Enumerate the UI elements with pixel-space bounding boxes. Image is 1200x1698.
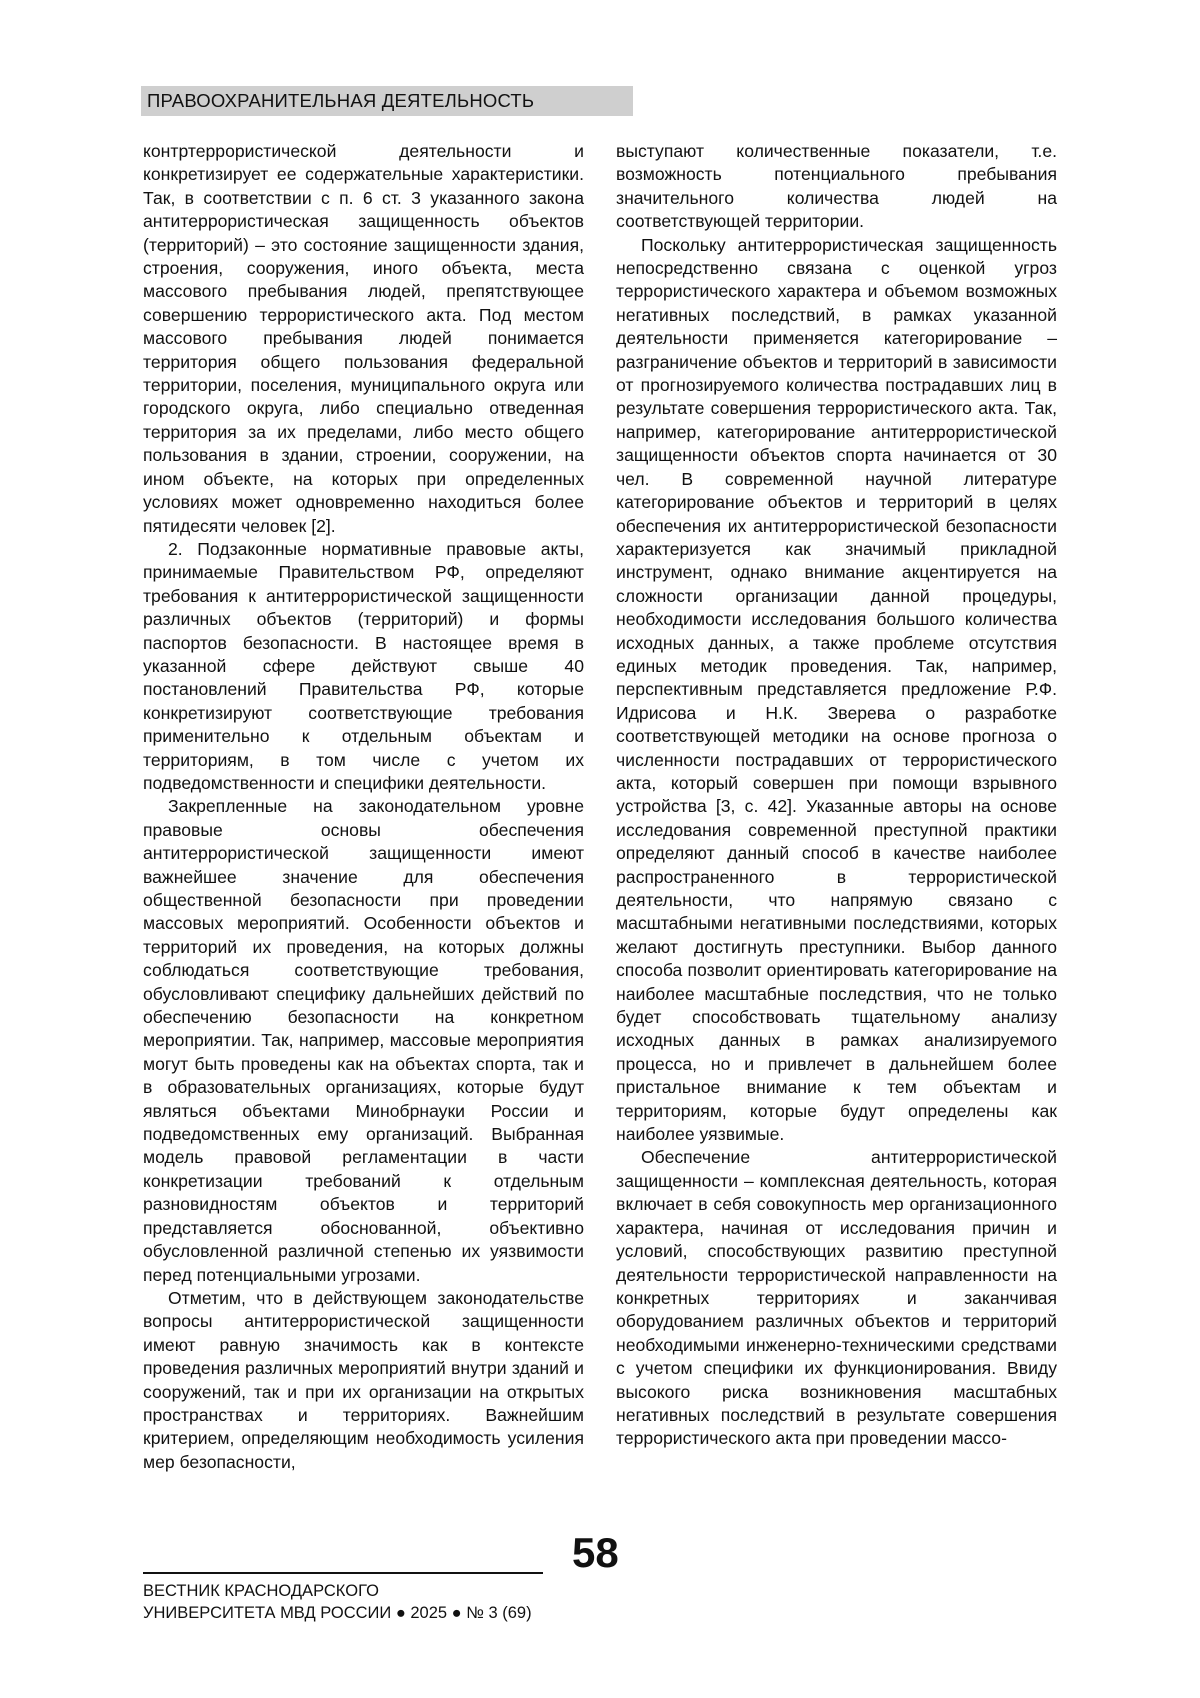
journal-title-line-1: ВЕСТНИК КРАСНОДАРСКОГО	[143, 1582, 379, 1600]
footer-rule	[143, 1572, 543, 1574]
paragraph: Закрепленные на законодательном уровне правовые основы обеспечения антитеррористической защищенности имеют важнейшее значение для обеспечения общественной безопасности при проведении массовых мероприятий. Особенности объектов и территорий их проведения, на которых должны соблюдаться соответствующие требования, обусловливают специфику дальнейших действий по обеспечению безопасности на конкретном мероприятии. Так, например, массовые мероприятия могут быть проведены как на объектах спорта, так и в образовательных организациях, которые будут являться объектами Минобрнауки России и подведомственных ему организаций. Выбранная модель правовой регламентации в части конкретизации требований к отдельным разновидностям объектов и территорий представляется обоснованной, объективно обусловленной различной степенью их уязвимости перед потенциальными угрозами.	[143, 796, 584, 1285]
journal-title	[143, 1580, 532, 1624]
paragraph: Обеспечение антитеррористической защищенности – комплексная деятельность, которая включает в себя совокупность мер организационного характера, начиная от исследования причин и условий, способствующих развитию преступной деятельности террористической направленности на конкретных территориях и заканчивая оборудованием различных объектов и территорий необходимыми инженерно-техническими средствами с учетом специфики их функционирования. Ввиду высокого риска возникновения масштабных негативных последствий в результате совершения террористического акта при проведении массо-	[616, 1147, 1057, 1449]
paragraph: контртеррористической деятельности и конкретизирует ее содержательные характеристики. Так, в соответствии с п. 6 ст. 3 указанного закона антитеррористическая защищенность объектов (территорий) – это состояние защищенности здания, строения, сооружения, иного объекта, места массового пребывания людей, препятствующее совершению террористического акта. Под местом массового пребывания людей понимается территория общего пользования федеральной территории, поселения, муниципального округа или городского округа, либо специально отведенная территория за их пределами, либо место общего пользования в здании, строении, сооружении, на ином объекте, на которых при определенных условиях может одновременно находиться более пятидесяти человек [2].	[143, 141, 584, 536]
section-title: ПРАВООХРАНИТЕЛЬНАЯ ДЕЯТЕЛЬНОСТЬ	[147, 90, 535, 111]
journal-title-line-2: УНИВЕРСИТЕТА МВД РОССИИ ● 2025 ● № 3 (69)	[143, 1604, 532, 1622]
paragraph: Поскольку антитеррористическая защищенность непосредственно связана с оценкой угроз террористического характера и объемом возможных негативных последствий, в рамках указанной деятельности применяется категорирование – разграничение объектов и территорий в зависимости от прогнозируемого количества пострадавших лиц в результате совершения террористического акта. Так, например, категорирование антитеррористической защищенности объектов спорта начинается от 30 чел. В современной научной литературе категорирование объектов и территорий в целях обеспечения их антитеррористической безопасности характеризуется как значимый прикладной инструмент, однако внимание акцентируется на сложности организации данной процедуры, необходимости исследования большого количества исходных данных, а также проблеме отсутствия единых методик проведения. Так, например, перспективным представляется предложение Р.Ф. Идрисова и Н.К. Зверева о разработке соответствующей методики на основе прогноза о численности пострадавших от террористического акта, который совершен при помощи взрывного устройства [3, с. 42]. Указанные авторы на основе исследования современной преступной практики определяют данный способ в качестве наиболее распространенного в террористической деятельности, что напрямую связано с масштабными негативными последствиями, которых желают достигнуть преступники. Выбор данного способа позволит ориентировать категорирование на наиболее масштабные последствия, что не только будет способствовать тщательному анализу исходных данных в рамках анализируемого процесса, но и привлечет в дальнейшем более пристальное внимание к тем объектам и территориям, которые будут определены как наиболее уязвимые.	[616, 234, 1057, 1145]
page-number: 58	[572, 1529, 619, 1576]
paragraph: 2. Подзаконные нормативные правовые акты, принимаемые Правительством РФ, определяют требования к антитеррористической защищенности различных объектов (территорий) и формы паспортов безопасности. В настоящее время в указанной сфере действуют свыше 40 постановлений Правительства РФ, которые конкретизируют соответствующие требования применительно к отдельным объектам и территориям, в том числе с учетом их подведомственности и специфики деятельности.	[143, 538, 584, 793]
paragraph: выступают количественные показатели, т.е. возможность потенциального пребывания значительного количества людей на соответствующей территории.	[616, 141, 1057, 232]
section-header	[141, 86, 633, 116]
right-column	[616, 140, 1057, 1451]
paragraph: Отметим, что в действующем законодательстве вопросы антитеррористической защищенности имеют равную значимость как в контексте проведения различных мероприятий внутри зданий и сооружений, так и при их организации на открытых пространствах и территориях. Важнейшим критерием, определяющим необходимость усиления мер безопасности,	[143, 1287, 584, 1472]
left-column	[143, 140, 584, 1474]
